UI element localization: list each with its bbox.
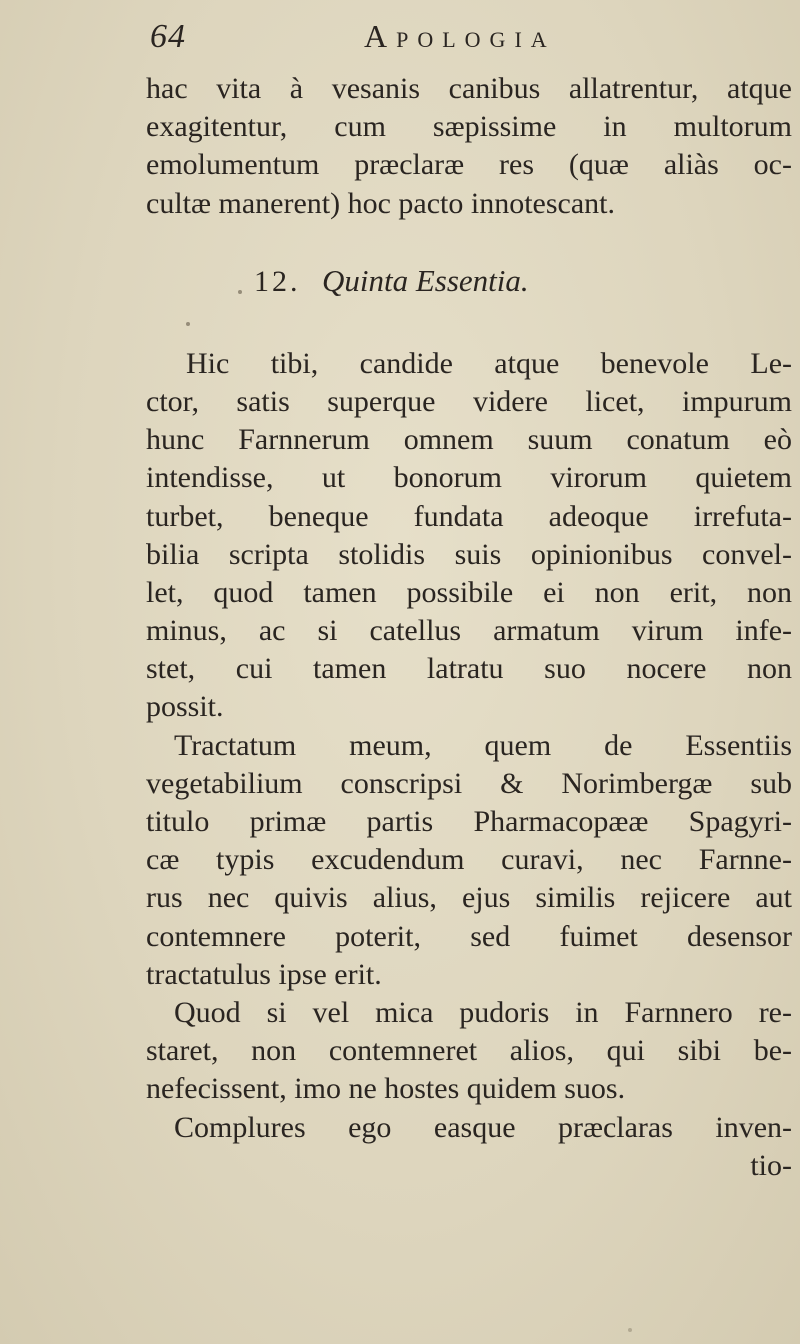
text-line: emolumentum præclaræ res (quæ aliàs oc-: [146, 148, 792, 182]
body-text: [146, 70, 792, 1185]
text-line: Complures ego easque præclaras inven-: [174, 1110, 792, 1144]
text-line: stet, cui tamen latratu suo nocere non: [146, 652, 792, 686]
text-line: titulo primæ partis Pharmacopææ Spagyri-: [146, 805, 792, 838]
text-line: ctor, satis superque videre licet, impurum: [146, 384, 792, 418]
text-line: staret, non contemneret alios, qui sibi be-: [146, 1034, 792, 1068]
ink-speck: [186, 322, 190, 326]
page-number: 64: [150, 18, 186, 55]
ink-speck: [628, 1328, 632, 1332]
running-head: Apologia: [364, 18, 556, 54]
text-line: Hic tibi, candide atque benevole Le-: [186, 346, 792, 380]
text-line: turbet, beneque fundata adeoque irrefuta-: [146, 499, 792, 533]
text-line: possit.: [146, 690, 224, 724]
catchword: tio-: [750, 1148, 792, 1182]
text-line: let, quod tamen possibile ei non erit, non: [146, 575, 792, 609]
text-line: hac vita à vesanis canibus allatrentur, atque: [146, 72, 792, 105]
text-line: cæ typis excudendum curavi, nec Farnne-: [146, 843, 792, 877]
text-line: intendisse, ut bonorum virorum quietem: [146, 461, 792, 495]
page-header: [150, 16, 790, 66]
text-line: hunc Farnnerum omnem suum conatum eò: [146, 423, 792, 457]
text-line: minus, ac si catellus armatum virum infe-: [146, 614, 792, 648]
text-line: exagitentur, cum sæpissime in multorum: [146, 110, 792, 144]
text-line: rus nec quivis alius, ejus similis rejicere aut: [146, 881, 792, 915]
section-heading: [146, 245, 792, 317]
ink-speck: [238, 290, 242, 294]
section-number: 12.: [254, 264, 301, 298]
text-line: nefecissent, imo ne hostes quidem suos.: [146, 1072, 626, 1106]
text-line: Quod si vel mica pudoris in Farnnero re-: [174, 995, 792, 1029]
text-line: cultæ manerent) hoc pacto innotescant.: [146, 186, 615, 220]
text-line: contemnere poterit, sed fuimet desensor: [146, 919, 792, 953]
section-title: Quinta Essentia.: [322, 262, 529, 298]
text-line: tractatulus ipse erit.: [146, 957, 382, 991]
text-line: bilia scripta stolidis suis opinionibus convel-: [146, 537, 792, 571]
text-line: vegetabilium conscripsi & Norimbergæ sub: [146, 766, 792, 800]
text-line: Tractatum meum, quem de Essentiis: [174, 728, 792, 762]
